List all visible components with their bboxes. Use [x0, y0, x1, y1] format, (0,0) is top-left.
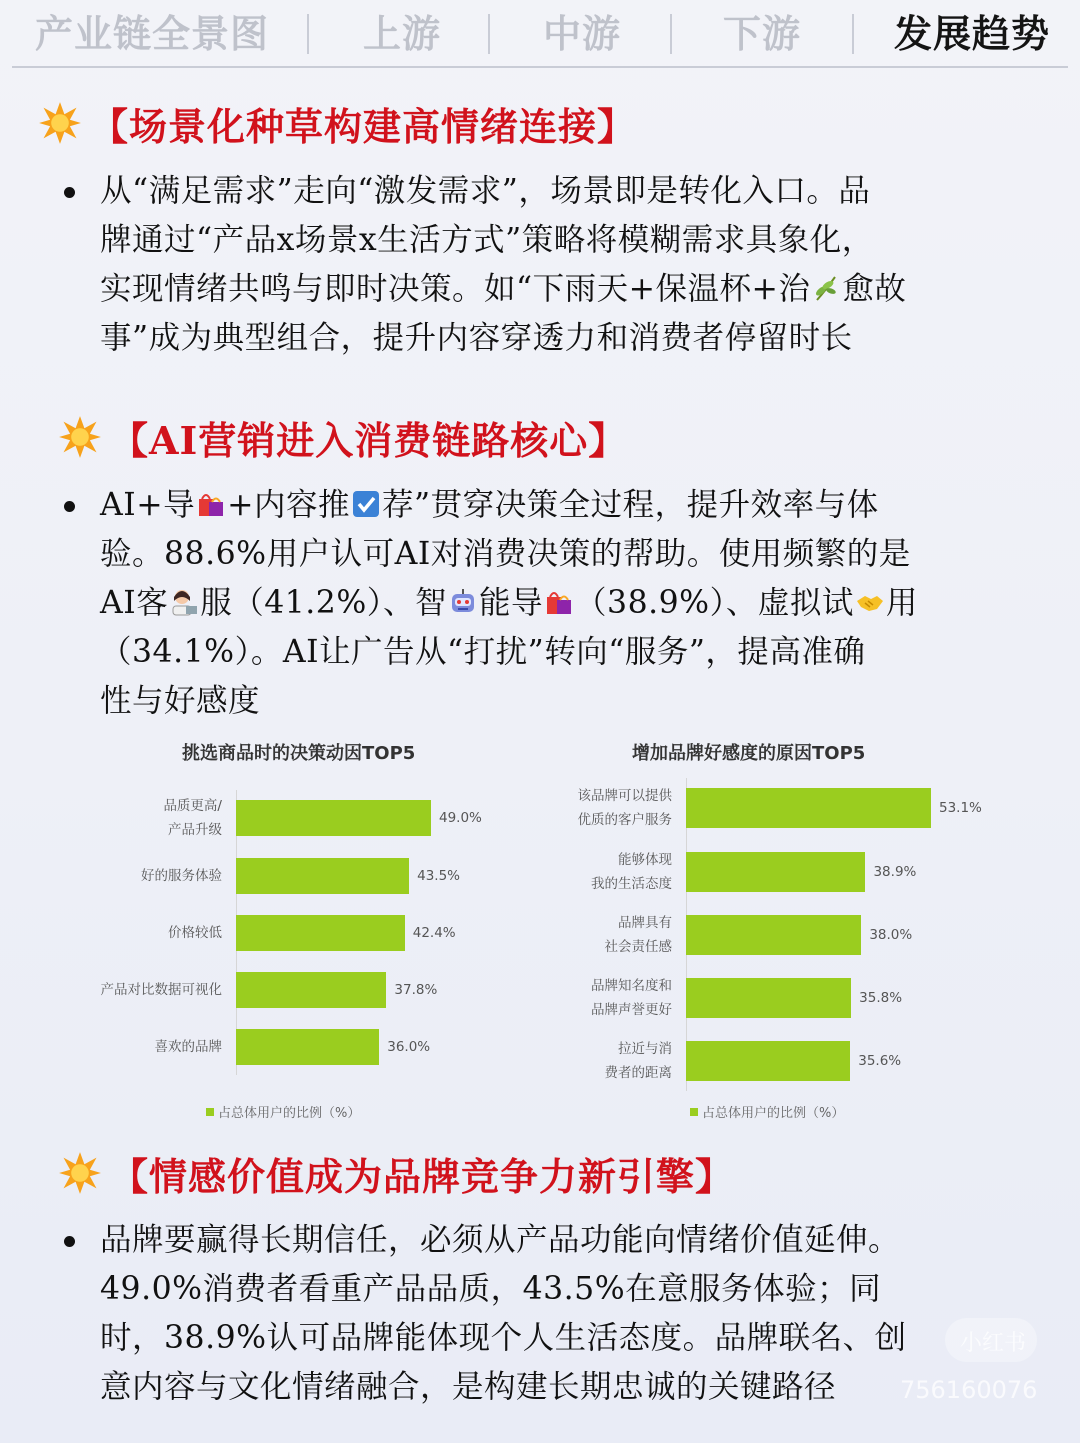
data-label: 53.1%: [939, 800, 982, 816]
herb-emoji-icon: [811, 273, 841, 303]
text-line: 49.0%消费者看重产品品质，43.5%在意服务体验；同: [100, 1271, 882, 1307]
category-label-line: 品牌知名度和: [591, 978, 672, 994]
category-label-line: 好的服务体验: [141, 868, 222, 884]
category-label: [605, 911, 673, 959]
tab-upstream[interactable]: 上游: [362, 11, 441, 56]
bar: [686, 788, 931, 828]
star-icon: [58, 1151, 102, 1195]
star-icon: [58, 415, 102, 459]
bar: [236, 800, 431, 836]
category-label-line: 我的生活态度: [591, 876, 672, 892]
bar: [686, 978, 851, 1018]
text-line: 牌通过“产品x场景x生活方式”策略将模糊需求具象化，: [100, 222, 874, 258]
text-segment: 实现情绪共鸣与即时决策。如“下雨天+保温杯+治: [100, 271, 811, 307]
category-label-line: 能够体现: [618, 852, 672, 868]
tab-downstream[interactable]: 下游: [722, 11, 801, 56]
bar: [236, 1029, 379, 1065]
bullet-paragraph: [64, 481, 918, 726]
robot-emoji-icon: [448, 587, 478, 617]
data-label: 38.0%: [869, 927, 913, 943]
tab-midstream[interactable]: 中游: [542, 11, 621, 56]
category-label-line: 费者的距离: [604, 1065, 672, 1081]
category-label-line: 品牌具有: [618, 915, 672, 931]
check-box-emoji-icon: [351, 489, 381, 519]
text-line: 事”成为典型组合，提升内容穿透力和消费者停留时长: [100, 320, 853, 356]
text-line: 性与好感度: [100, 683, 261, 719]
category-label: [101, 978, 223, 1002]
bar: [686, 852, 865, 892]
watermark-brand: 小红书: [960, 1331, 1027, 1356]
text-line: [64, 579, 918, 628]
bullet-dot: [64, 187, 75, 198]
top-nav: [12, 0, 1068, 68]
text-segment: 用: [885, 585, 918, 621]
text-line: 验。88.6%用户认可AI对消费决策的帮助。使用频繁的是: [100, 536, 911, 572]
category-label-line: 品质更高/: [163, 798, 222, 814]
data-label: 42.4%: [412, 925, 456, 941]
shopping-bags-emoji-icon: [544, 587, 574, 617]
section-heading: [58, 1148, 734, 1198]
legend: [690, 1102, 844, 1121]
category-label: [163, 794, 222, 842]
category-label-line: 产品对比数据可视化: [100, 982, 222, 998]
category-label: [591, 848, 672, 896]
text-segment: （38.9%）、虚拟试: [575, 585, 854, 621]
tab-trends[interactable]: 发展趋势: [893, 11, 1050, 56]
text-line: 意内容与文化情绪融合，是构建长期忠诚的关键路径: [100, 1369, 837, 1405]
bar: [686, 915, 861, 955]
category-label: [168, 921, 222, 945]
bar: [686, 1041, 850, 1081]
data-label: 49.0%: [439, 810, 482, 826]
text-segment: AI客: [100, 585, 169, 621]
bullet-dot: [64, 501, 75, 512]
category-label-line: 产品升级: [168, 822, 222, 838]
text-line: （34.1%）。AI让广告从“打扰”转向“服务”，提高准确: [100, 634, 866, 670]
bar: [236, 858, 409, 894]
legend-swatch: [206, 1108, 214, 1116]
category-label-line: 社会责任感: [604, 939, 672, 955]
section-title: 【情感价值成为品牌竞争力新引擎】: [110, 1153, 735, 1199]
category-label: [578, 784, 673, 832]
tab-industry-chart[interactable]: 产业链全景图: [34, 11, 269, 56]
chart-title: 增加品牌好感度的原因TOP5: [632, 743, 866, 764]
text-line: 从“满足需求”走向“激发需求”，场景即是转化入口。品: [100, 173, 871, 209]
category-label: [591, 974, 672, 1022]
text-segment: 荐”贯穿决策全过程，提升效率与体: [382, 487, 879, 523]
legend-label: 占总体用户的比例（%）: [218, 1106, 361, 1121]
data-label: 38.9%: [873, 864, 917, 880]
text-segment: 愈故: [842, 271, 907, 307]
text-line: 品牌要赢得长期信任，必须从产品功能向情绪价值延伸。: [100, 1222, 901, 1258]
bullet-dot: [64, 1236, 75, 1247]
shopping-bags-emoji-icon: [196, 489, 226, 519]
handshake-emoji-icon: [855, 587, 885, 617]
text-segment: +内容推: [227, 487, 350, 523]
bar: [236, 972, 386, 1008]
service-agent-emoji-icon: [169, 587, 199, 617]
bullet-paragraph: [64, 1216, 907, 1412]
chart-title: 挑选商品时的决策动因TOP5: [182, 743, 416, 764]
category-label-line: 拉近与消: [618, 1041, 672, 1057]
nav-divider: [307, 14, 309, 54]
section-title: 【场景化种草构建高情绪连接】: [90, 103, 637, 149]
category-label-line: 优质的客户服务: [577, 812, 672, 828]
legend-label: 占总体用户的比例（%）: [702, 1106, 845, 1121]
data-label: 35.8%: [859, 990, 903, 1006]
section-heading: [38, 98, 636, 148]
nav-divider: [488, 14, 490, 54]
nav-divider: [852, 14, 854, 54]
category-label: [605, 1037, 673, 1085]
text-line: 时，38.9%认可品牌能体现个人生活态度。品牌联名、创: [100, 1320, 907, 1356]
text-segment: 能导: [479, 585, 544, 621]
text-segment: 服（41.2%）、智: [200, 585, 448, 621]
data-label: 43.5%: [417, 868, 460, 884]
section-heading: [58, 412, 627, 462]
section-title: 【AI营销进入消费链路核心】: [110, 417, 628, 463]
nav-divider: [670, 14, 672, 54]
category-label-line: 喜欢的品牌: [154, 1039, 222, 1055]
text-line: [64, 265, 906, 314]
category-label-line: 品牌声誉更好: [591, 1002, 672, 1018]
legend-swatch: [690, 1108, 698, 1116]
watermark-id: 756160076: [900, 1376, 1038, 1404]
category-label: [155, 1035, 223, 1059]
bullet-paragraph: [64, 167, 906, 363]
category-label: [141, 864, 222, 888]
data-label: 35.6%: [858, 1053, 902, 1069]
text-segment: AI+导: [100, 487, 196, 523]
star-icon: [38, 101, 82, 145]
legend: [206, 1102, 360, 1121]
bar: [236, 915, 405, 951]
data-label: 37.8%: [394, 982, 438, 998]
text-line: [64, 481, 918, 530]
data-label: 36.0%: [387, 1039, 431, 1055]
category-label-line: 价格较低: [168, 925, 222, 941]
category-label-line: 该品牌可以提供: [577, 788, 672, 804]
